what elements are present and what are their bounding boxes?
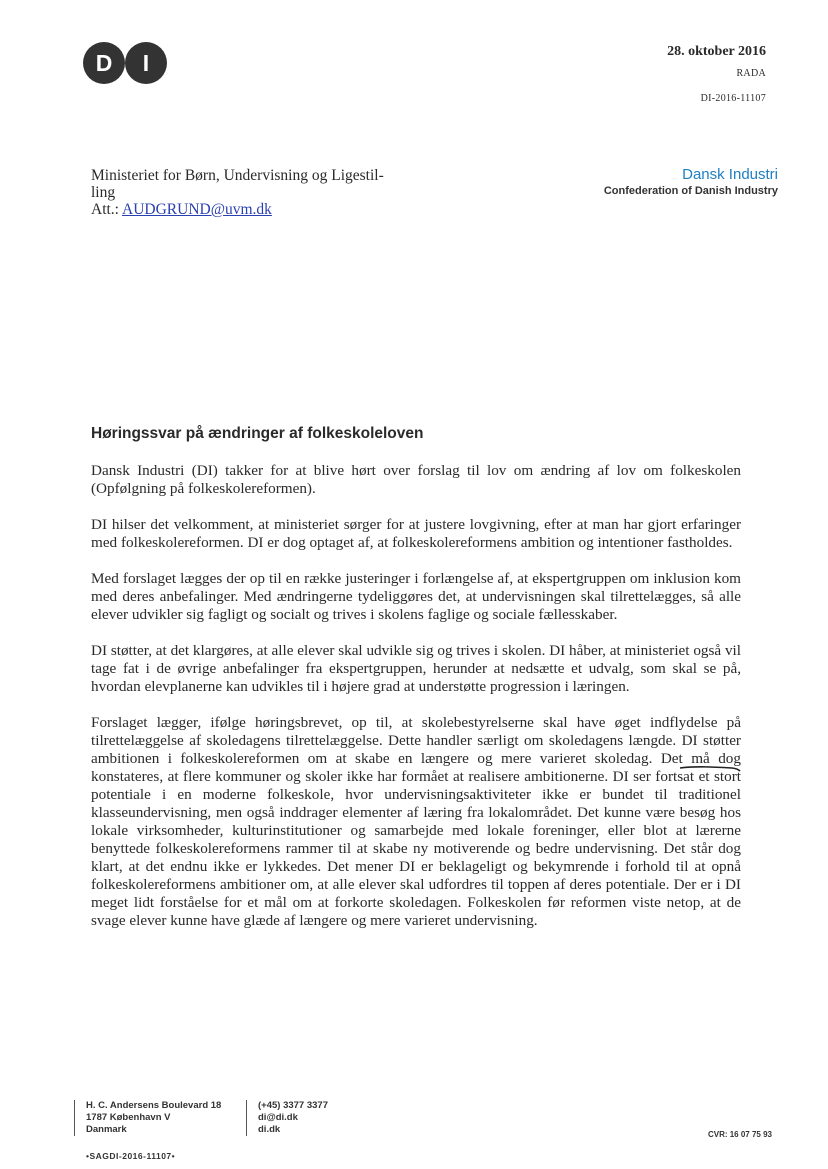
logo-letter-d: D: [95, 50, 113, 76]
letter-date: 28. oktober 2016: [667, 44, 766, 59]
footer-address: [86, 1100, 221, 1136]
footer-case-number: •SAGDI-2016-11107•: [86, 1151, 176, 1161]
paragraph-2: DI hilser det velkomment, at ministeriet sørger for at justere lovgivning, efter at man har gjort erfaringer med folkeskolereformen. DI er dog optaget af, at folkeskolereformens ambition og intentioner fastholdes.: [91, 516, 741, 551]
letter-body: [91, 462, 741, 930]
footer-email: di@di.dk: [258, 1112, 298, 1123]
footer-divider-2: [246, 1100, 247, 1136]
footer-address-line-1: H. C. Andersens Boulevard 18: [86, 1100, 222, 1111]
recipient-email-link[interactable]: AUDGRUND@uvm.dk: [122, 201, 272, 218]
recipient-att: [91, 201, 431, 218]
di-logo: [82, 40, 168, 86]
handwritten-pen-mark: [678, 762, 742, 774]
recipient-line-2: ling: [91, 184, 116, 201]
footer-divider-1: [74, 1100, 75, 1136]
att-label: Att.:: [91, 201, 123, 218]
footer-web: di.dk: [258, 1124, 281, 1135]
footer-cvr: CVR: 16 07 75 93: [707, 1130, 772, 1139]
recipient-line-1: Ministeriet for Børn, Undervisning og Ligestil-: [91, 167, 384, 184]
reference-number: DI-2016-11107: [700, 93, 766, 104]
organization-name: Dansk Industri: [682, 166, 778, 183]
paragraph-3: Med forslaget lægges der op til en række justeringer i forlængelse af, at ekspertgruppen om inklusion kom med deres anbefalinger. Med ændringerne tydeliggøres det, at undervisningen skal tilrettelægges, så alle elever udvikler sig fagligt og socialt og trives i skolens faglige og sociale fællesskaber.: [91, 570, 741, 623]
paragraph-4: DI støtter, at det klargøres, at alle elever skal udvikle sig og trives i skolen. DI håber, at ministeriet også vil tage fat i de øvrige anbefalinger fra ekspertgruppen, herunder at nedsætte et udvalg, som skal se på, hvordan elevplanerne kan udvikles til i højere grad at understøtte progression i læringen.: [91, 642, 741, 695]
document-title: Høringssvar på ændringer af folkeskoleloven: [91, 425, 424, 442]
footer-address-line-3: Danmark: [86, 1124, 127, 1135]
footer-contact: [258, 1100, 328, 1136]
organization-subtitle: Confederation of Danish Industry: [603, 185, 778, 197]
footer-address-line-2: 1787 København V: [86, 1112, 171, 1123]
logo-letter-i: I: [142, 50, 150, 76]
author-initials: RADA: [736, 68, 766, 79]
footer-phone: (+45) 3377 3377: [258, 1100, 328, 1111]
organization-block: [604, 166, 778, 197]
paragraph-5: Forslaget lægger, ifølge høringsbrevet, op til, at skolebestyrelserne skal have øget indflydelse på tilrettelæggelse af skoledagens tilrettelæggelse. Dette handler særligt om skoledagens længde. DI støtter ambitionen i folkeskolereformen om at skabe en længere og mere varieret skoledag. Det må dog konstateres, at flere kommuner og skoler ikke har formået at realisere ambitionerne. DI ser fortsat et stort potentiale i en moderne folkeskole, hvor undervisningsaktiviteter ikke er bundet til traditionel klasseundervisning, men også inddrager elementer af læring fra lokalområdet. Det kunne være besøg hos lokale virksomheder, kulturinstitutioner og samarbejde med lokale foreninger, eller blot at lærerne benyttede folkeskolereformens rammer til at skabe ny motiverende og bedre undervisning. Det står dog klart, at det endnu ikke er lykkedes. Det mener DI er beklageligt og bekymrende i forhold til at opnå folkeskolereformens ambitioner om, at alle elever skal udfordres til toppen af deres potentiale. Der er i DI meget lidt forståelse for et mål om at forkorte skoledagen. Folkeskolen før reformen viste netop, at de svage elever kunne have glæde af længere og mere varieret undervisning.: [91, 714, 741, 929]
paragraph-1: Dansk Industri (DI) takker for at blive hørt over forslag til lov om ændring af lov om folkeskolen (Opfølgning på folkeskolereformen).: [91, 462, 741, 497]
recipient-block: [91, 167, 431, 218]
